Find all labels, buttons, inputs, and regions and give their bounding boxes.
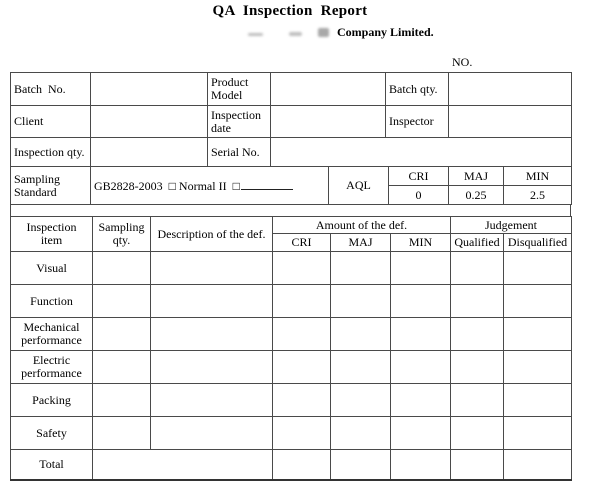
- redacted-company-name-mark: [289, 32, 302, 36]
- disqualified-cell: [504, 318, 572, 351]
- min-cell: [391, 417, 451, 450]
- description-cell: [151, 285, 273, 318]
- aql-min-header: MIN: [504, 167, 572, 186]
- redacted-company-name-mark: [318, 28, 329, 37]
- item-label: Packing: [11, 384, 93, 417]
- page-title: QA Inspection Report: [212, 3, 368, 19]
- min-cell: [391, 450, 451, 480]
- inspection-qty-value: [91, 138, 208, 167]
- aql-label: AQL: [329, 167, 389, 205]
- sampling-qty-header: Sampling qty.: [93, 217, 151, 252]
- batch-no-label: Batch No.: [11, 73, 91, 106]
- maj-cell: [331, 384, 391, 417]
- description-cell: [151, 252, 273, 285]
- disqualified-cell: [504, 417, 572, 450]
- sampling-standard-text: GB2828-2003 □ Normal II □: [94, 179, 240, 193]
- item-label: Safety: [11, 417, 93, 450]
- qualified-cell: [451, 351, 504, 384]
- qty-cell: [93, 285, 151, 318]
- cri-cell: [273, 450, 331, 480]
- qualified-cell: [451, 318, 504, 351]
- disqualified-cell: [504, 450, 572, 480]
- sampling-standard-options: [91, 167, 329, 205]
- total-label: Total: [11, 450, 93, 480]
- table-row: [11, 351, 572, 384]
- redacted-company-name-mark: [248, 33, 263, 36]
- sampling-standard-label: Sampling Standard: [11, 167, 91, 205]
- aql-cri-value: 0: [389, 186, 449, 205]
- qualified-cell: [451, 285, 504, 318]
- table-row: [11, 417, 572, 450]
- serial-no-value: [271, 138, 572, 167]
- disqualified-cell: [504, 384, 572, 417]
- aql-cri-header: CRI: [389, 167, 449, 186]
- cri-cell: [273, 318, 331, 351]
- qty-cell: [93, 417, 151, 450]
- sampling-standard-table: [10, 166, 572, 205]
- product-model-value: [271, 73, 386, 106]
- min-cell: [391, 252, 451, 285]
- document-header: [0, 0, 603, 73]
- min-cell: [391, 384, 451, 417]
- table-header-row: [11, 217, 572, 234]
- table-row: [11, 106, 572, 138]
- qualified-cell: [451, 252, 504, 285]
- maj-header: MAJ: [331, 234, 391, 252]
- maj-cell: [331, 417, 391, 450]
- blank-line: [241, 178, 293, 190]
- aql-maj-value: 0.25: [449, 186, 504, 205]
- table-row: [11, 318, 572, 351]
- cri-cell: [273, 417, 331, 450]
- company-line: [0, 25, 603, 41]
- inspection-item-header: Inspection item: [11, 217, 93, 252]
- product-model-label: Product Model: [208, 73, 271, 106]
- client-value: [91, 106, 208, 138]
- inspection-date-value: [271, 106, 386, 138]
- disqualified-cell: [504, 285, 572, 318]
- inspector-value: [449, 106, 572, 138]
- maj-cell: [331, 318, 391, 351]
- batch-no-value: [91, 73, 208, 106]
- min-cell: [391, 351, 451, 384]
- cri-cell: [273, 252, 331, 285]
- description-cell: [151, 417, 273, 450]
- qty-cell: [93, 252, 151, 285]
- info-table: [10, 72, 572, 167]
- table-row: [11, 285, 572, 318]
- table-row: [11, 73, 572, 106]
- table-row: [11, 252, 572, 285]
- qualified-cell: [451, 384, 504, 417]
- total-merged-cell: [93, 450, 273, 480]
- company-name: Company Limited.: [337, 25, 434, 39]
- description-cell: [151, 351, 273, 384]
- table-row: [11, 138, 572, 167]
- item-label: Electric performance: [11, 351, 93, 384]
- maj-cell: [331, 450, 391, 480]
- min-cell: [391, 285, 451, 318]
- min-header: MIN: [391, 234, 451, 252]
- aql-min-value: 2.5: [504, 186, 572, 205]
- amount-of-def-header: Amount of the def.: [273, 217, 451, 234]
- qty-cell: [93, 384, 151, 417]
- qualified-header: Qualified: [451, 234, 504, 252]
- client-label: Client: [11, 106, 91, 138]
- total-row: [11, 450, 572, 480]
- inspector-label: Inspector: [386, 106, 449, 138]
- cri-cell: [273, 285, 331, 318]
- description-cell: [151, 384, 273, 417]
- cri-header: CRI: [273, 234, 331, 252]
- disqualified-cell: [504, 252, 572, 285]
- table-row: [11, 167, 572, 186]
- description-cell: [151, 318, 273, 351]
- inspection-date-label: Inspection date: [208, 106, 271, 138]
- empty-cell: [11, 205, 571, 217]
- no-label: NO.: [452, 55, 473, 69]
- qty-cell: [93, 351, 151, 384]
- qualified-cell: [451, 417, 504, 450]
- disqualified-cell: [504, 351, 572, 384]
- batch-qty-value: [449, 73, 572, 106]
- cri-cell: [273, 351, 331, 384]
- serial-no-label: Serial No.: [208, 138, 271, 167]
- judgement-header: Judgement: [451, 217, 572, 234]
- maj-cell: [331, 285, 391, 318]
- inspection-qty-label: Inspection qty.: [11, 138, 91, 167]
- batch-qty-label: Batch qty.: [386, 73, 449, 106]
- cri-cell: [273, 384, 331, 417]
- maj-cell: [331, 351, 391, 384]
- disqualified-header: Disqualified: [504, 234, 572, 252]
- min-cell: [391, 318, 451, 351]
- item-label: Visual: [11, 252, 93, 285]
- item-label: Function: [11, 285, 93, 318]
- description-header: Description of the def.: [151, 217, 273, 252]
- item-label: Mechanical performance: [11, 318, 93, 351]
- qty-cell: [93, 318, 151, 351]
- maj-cell: [331, 252, 391, 285]
- qualified-cell: [451, 450, 504, 480]
- table-row: [11, 384, 572, 417]
- inspection-table: [10, 216, 572, 481]
- aql-maj-header: MAJ: [449, 167, 504, 186]
